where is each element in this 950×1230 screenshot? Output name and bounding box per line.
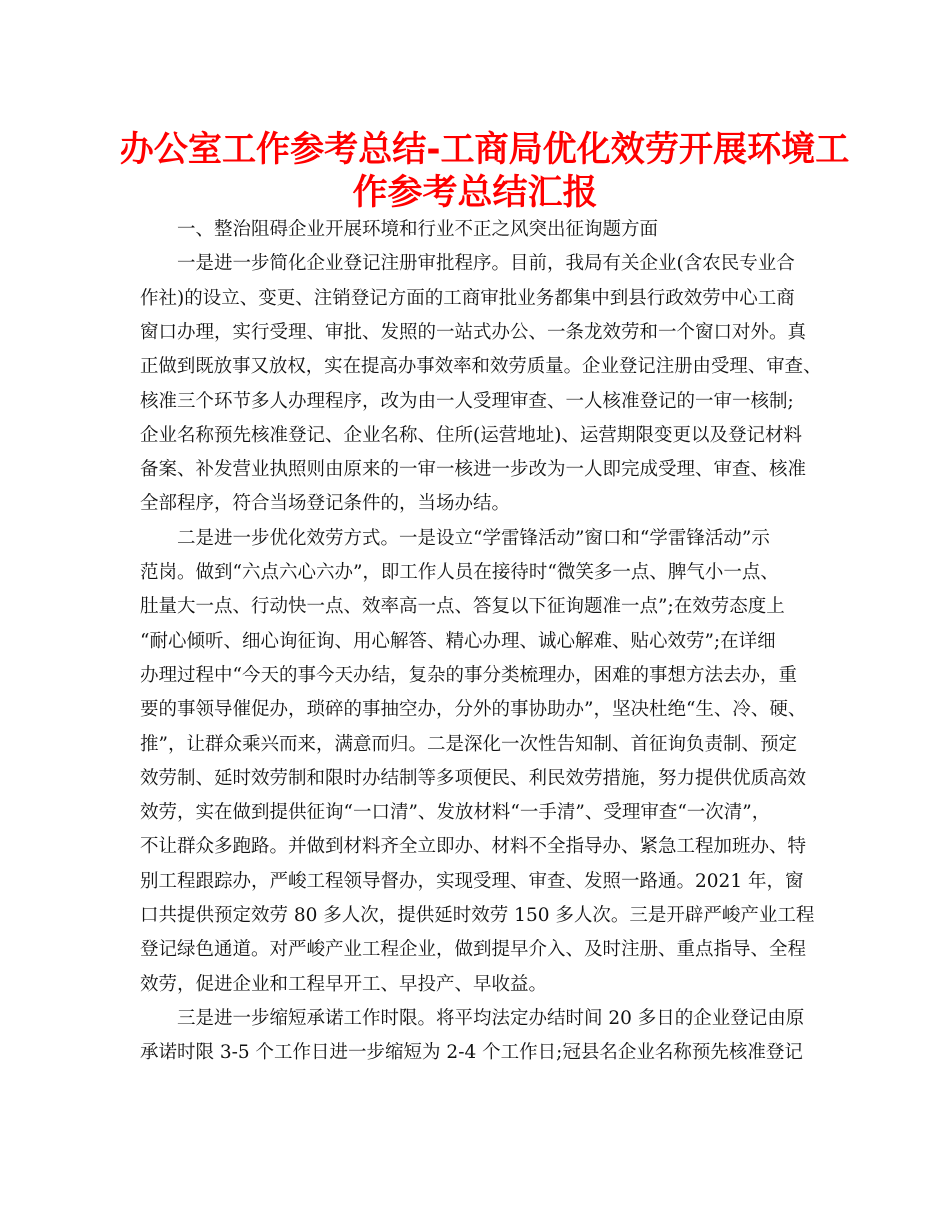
document-line: 正做到既放事又放权，实在提高办事效率和效劳质量。企业登记注册由受理、审查、 xyxy=(140,356,822,378)
document-line: 口共提供预定效劳 80 多人次，提供延时效劳 150 多人次。三是开辟严峻产业工程 xyxy=(140,905,815,926)
document-line: 效劳制、延时效劳制和限时办结制等多项便民、利民效劳措施，努力提供优质高效 xyxy=(140,767,807,789)
document-line: 别工程跟踪办，严峻工程领导督办，实现受理、审查、发照一路通。2021 年，窗 xyxy=(140,870,804,892)
document-line: 要的事领导催促办，琐碎的事抽空办，分外的事协助办”，坚决杜绝“生、冷、硬、 xyxy=(140,699,807,721)
document-line: 不让群众多跑路。并做到材料齐全立即办、材料不全指导办、紧急工程加班办、特 xyxy=(140,836,807,858)
document-line: 推”，让群众乘兴而来，满意而归。二是深化一次性告知制、首征询负责制、预定 xyxy=(140,733,797,755)
document-line: 作社)的设立、变更、注销登记方面的工商审批业务都集中到县行政效劳中心工商 xyxy=(140,287,795,309)
document-line: 登记绿色通道。对严峻产业工程企业，做到提早介入、及时注册、重点指导、全程 xyxy=(140,939,807,961)
document-line: “耐心倾听、细心询征询、用心解答、精心办理、诚心解难、贴心效劳”;在详细 xyxy=(140,630,776,652)
document-title-line-1: 办公室工作参考总结-工商局优化效劳开展环境工 xyxy=(119,130,850,170)
document-line: 效劳，促进企业和工程早开工、早投产、早收益。 xyxy=(140,973,548,995)
document-line: 备案、补发营业执照则由原来的一审一核进一步改为一人即完成受理、审查、核准 xyxy=(140,459,807,481)
document-line: 办理过程中“今天的事今天办结，复杂的事分类梳理办，困难的事想方法去办，重 xyxy=(140,664,797,686)
document-line: 效劳，实在做到提供征询“一口清”、发放材料“一手清”、受理审查“一次清”， xyxy=(140,802,771,824)
document-line: 承诺时限 3-5 个工作日进一步缩短为 2-4 个工作日;冠县名企业名称预先核准登记 xyxy=(140,1042,803,1064)
document-line: 一、整治阻碍企业开展环境和行业不正之风突出征询题方面 xyxy=(177,219,659,240)
document-line: 窗口办理，实行受理、审批、发照的一站式办公、一条龙效劳和一个窗口对外。真 xyxy=(140,321,807,343)
document-line: 范岗。做到“六点六心六办”，即工作人员在接待时“微笑多一点、脾气小一点、 xyxy=(140,562,779,583)
document-line: 企业名称预先核准登记、企业名称、住所(运营地址)、运营期限变更以及登记材料 xyxy=(140,424,802,446)
document-line: 核准三个环节多人办理程序，改为由一人受理审查、一人核准登记的一审一核制; xyxy=(140,390,794,412)
document-line: 一是进一步简化企业登记注册审批程序。目前，我局有关企业(含农民专业合 xyxy=(177,253,795,275)
document-line: 二是进一步优化效劳方式。一是设立“学雷锋活动”窗口和“学雷锋活动”示 xyxy=(177,527,770,549)
document-line: 肚量大一点、行动快一点、效率高一点、答复以下征询题准一点”;在效劳态度上 xyxy=(140,596,785,618)
document-title-line-2: 作参考总结汇报 xyxy=(352,173,598,213)
document-line: 三是进一步缩短承诺工作时限。将平均法定办结时间 20 多日的企业登记由原 xyxy=(177,1007,805,1029)
document-line: 全部程序，符合当场登记条件的，当场办结。 xyxy=(140,493,511,515)
